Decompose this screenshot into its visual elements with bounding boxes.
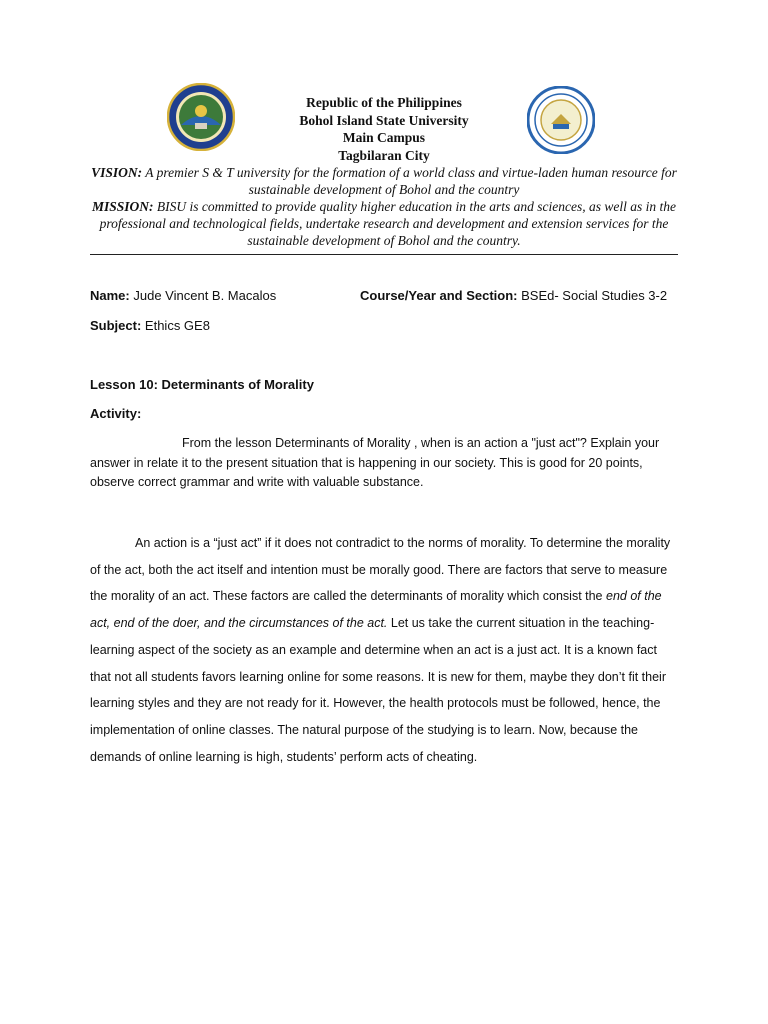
document-header <box>90 94 678 249</box>
header-line-university: Bohol Island State University <box>299 112 469 128</box>
course-field <box>360 288 667 303</box>
vision-text: A premier S & T university for the formation of a world class and virtue-laden human resource for sustainable development of Bohol and the country <box>145 165 677 197</box>
header-line-republic: Republic of the Philippines <box>306 95 462 110</box>
name-label: Name: <box>90 288 130 303</box>
course-value: BSEd- Social Studies 3-2 <box>521 288 668 303</box>
lesson-title: Lesson 10: Determinants of Morality <box>90 377 314 392</box>
essay-text-part1: An action is a “just act” if it does not contradict to the norms of morality. To determine the morality of the act, both the act itself and intention must be morally good. There are factors that serve to measure the morality of an act. These factors are called the determinants of morality which consist the <box>90 536 671 604</box>
activity-prompt-text: From the lesson Determinants of Morality , when is an action a "just act"? Explain your answer in relate it to the present situation that is happening in our society. This is good for 20 points, observe correct grammar and write with valuable substance. <box>90 436 660 489</box>
header-line-city: Tagbilaran City <box>338 147 430 163</box>
essay-italic-determinants: end of the act, end of the doer, and the circumstances of the act. <box>90 589 662 631</box>
activity-prompt <box>90 434 680 493</box>
activity-label: Activity: <box>90 406 142 421</box>
essay-answer <box>90 530 680 770</box>
course-label: Course/Year and Section: <box>360 288 518 303</box>
essay-text-part2: Let us take the current situation in the teaching-learning aspect of the society as an example and determine when an act is a just act. It is a known fact that not all students favors learning online for some reasons. It is new for them, maybe they don’t fit their learning styles and they are not ready for it. However, the health protocols must be followed, hence, the implementation of online classes. The natural purpose of the studying is to learn. Now, because the demands of online learning is high, students’ perform acts of cheating. <box>90 616 666 764</box>
vision-label: VISION: <box>91 165 143 180</box>
subject-field <box>90 318 210 333</box>
subject-label: Subject: <box>90 318 142 333</box>
mission-label: MISSION: <box>91 199 154 214</box>
mission-text: BISU is committed to provide quality higher education in the arts and sciences, as well as in the professional and technological fields, undertake research and development and extension services for the sustainable development of Bohol and the country. <box>99 199 677 248</box>
vision-statement <box>90 164 678 198</box>
mission-statement <box>90 198 678 249</box>
header-divider <box>90 254 678 255</box>
name-field <box>90 288 276 303</box>
name-value: Jude Vincent B. Macalos <box>133 288 277 303</box>
header-line-campus: Main Campus <box>342 130 426 145</box>
subject-value: Ethics GE8 <box>144 318 210 333</box>
